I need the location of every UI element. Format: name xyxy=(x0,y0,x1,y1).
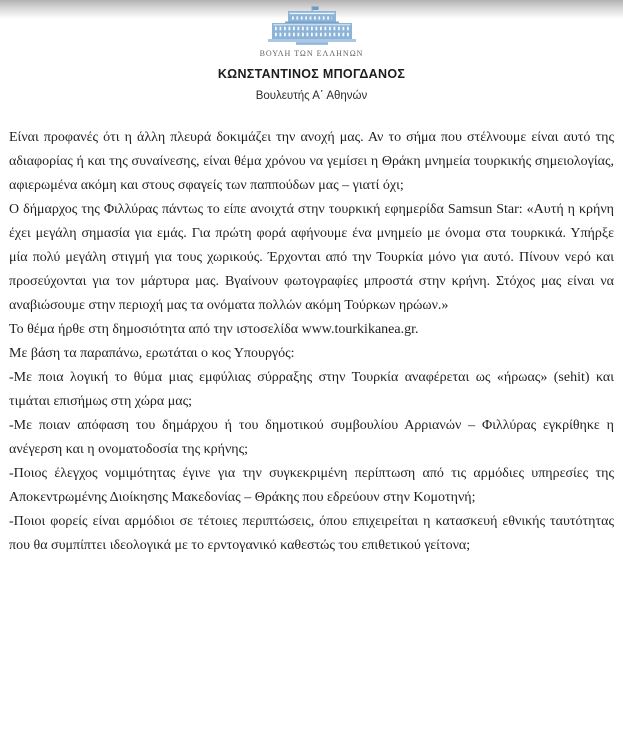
paragraph-mayor-quote: Ο δήμαρχος της Φιλλύρας πάντως το είπε ανοιχτά στην τουρκική εφημερίδα Samsun Star: «Αυτή η κρήνη έχει μεγάλη σημασία για εμάς. Για πρώτη φορά αφήνουμε ένα μνημείο με όνομα στα τουρκικά. Υπήρξε μία πολύ μεγάλη στιγμή για τους χωρικούς. Έρχονται από την Τουρκία μόνο για αυτό. Πίνουν νερό και προσεύχονται για τον μάρτυρα μας. Βγαίνουν φωτογραφίες μπροστά στην κρήνη. Στόχος μας είναι να αναβιώσουμε στην περιοχή μας τα ονόματα πολλών ακόμη Τούρκων ηρώων.» xyxy=(9,202,614,313)
questions-intro: Με βάση τα παραπάνω, ερωτάται ο κος Υπουργός: xyxy=(9,346,295,361)
mp-name: ΚΩΝΣΤΑΝΤΙΝΟΣ ΜΠΟΓΔΑΝΟΣ xyxy=(217,67,406,81)
parliament-logo-caption: ΒΟΥΛΗ ΤΩΝ ΕΛΛΗΝΩΝ xyxy=(259,49,364,58)
question-item-1: -Με ποια λογική το θύμα μιας εμφύλιας σύρραξης στην Τουρκία αναφέρεται ως «ήρωας» (sehit) και τιμάται επισήμως στη χώρα μας; xyxy=(9,370,614,409)
question-item-3: -Ποιος έλεγχος νομιμότητας έγινε για την συγκεκριμένη περίπτωση από τις αρμόδιες υπηρεσίες της Αποκεντρωμένης Διοίκησης Μακεδονίας – Θράκης που εδρεύουν στην Κομοτηνή; xyxy=(9,466,614,505)
document-body xyxy=(0,126,623,558)
parliament-logo xyxy=(0,6,623,53)
paragraph-intro: Είναι προφανές ότι η άλλη πλευρά δοκιμάζει την ανοχή μας. Αν το σήμα που στέλνουμε είναι αυτό της αδιαφορίας ή και της συναίνεσης, είναι θέμα χρόνου να γεμίσει η Θράκη μνημεία τουρκικής σημειολογίας, αφιερωμένα ακόμη και στους σφαγείς των παππούδων μας – γιατί όχι; xyxy=(9,130,614,193)
parliament-building-icon xyxy=(252,6,372,48)
question-item-4: -Ποιοι φορείς είναι αρμόδιοι σε τέτοιες περιπτώσεις, όπου επιχειρείται η κατασκευή εθνικής ταυτότητας που θα συμπίπτει ιδεολογικά με το ερντογανικό καθεστώς του επιθετικού γείτονα; xyxy=(9,514,614,553)
question-item-2: -Με ποιαν απόφαση του δημάρχου ή του δημοτικού συμβουλίου Αρριανών – Φιλλύρας εγκρίθηκε η ανέγερση και η ονοματοδοσία της κρήνης; xyxy=(9,418,614,457)
mp-title: Βουλευτής Α΄ Αθηνών xyxy=(255,90,368,102)
paragraph-source-website: Το θέμα ήρθε στη δημοσιότητα από την ιστοσελίδα www.tourkikanea.gr. xyxy=(9,322,419,337)
